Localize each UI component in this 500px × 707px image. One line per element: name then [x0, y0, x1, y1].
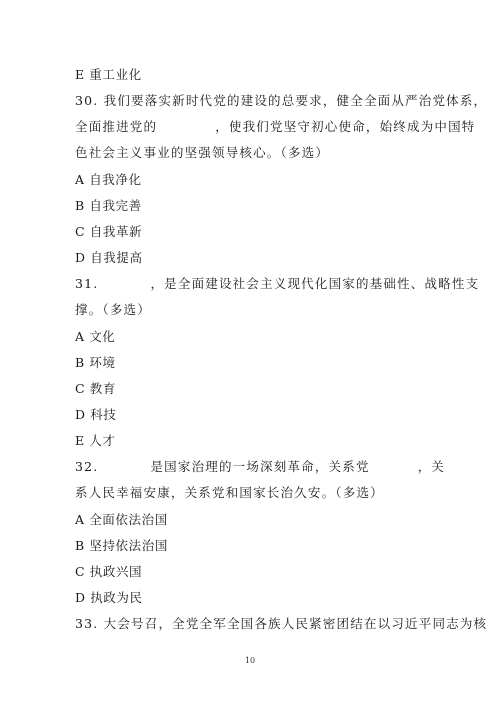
text-segment: ，关: [417, 459, 446, 474]
text-segment: ，是全面建设社会主义现代化国家的基础性、战略性支: [150, 276, 480, 291]
question-31-line-1: [75, 276, 479, 292]
question-30-line-1: 30. 我们要落实新时代党的建设的总要求，健全全面从严治党体系，: [75, 93, 488, 108]
option-e: E 人才: [75, 433, 116, 448]
option-b: B 自我完善: [75, 198, 142, 213]
option-b: B 环境: [75, 355, 116, 370]
text-segment: 是国家治理的一场深刻革命，关系党: [150, 459, 370, 474]
option-c: C 自我革新: [75, 224, 143, 239]
option-c: C 教育: [75, 381, 116, 396]
question-30-line-2: [75, 119, 476, 135]
question-number: 31.: [75, 276, 99, 291]
option-c: C 执政兴国: [75, 564, 143, 579]
page-number: 10: [244, 656, 256, 665]
option-e: E 重工业化: [75, 67, 142, 82]
option-a: A 全面依法治国: [75, 512, 168, 527]
option-a: A 自我净化: [75, 172, 142, 187]
question-32-line-1: [75, 459, 445, 475]
question-31-line-2: 撑。（多选）: [75, 302, 151, 317]
option-d: D 执政为民: [75, 590, 143, 605]
option-d: D 科技: [75, 407, 117, 422]
question-32-line-2: 系人民幸福安康，关系党和国家长治久安。（多选）: [75, 485, 384, 500]
question-30-line-3: 色社会主义事业的坚强领导核心。（多选）: [75, 145, 330, 160]
text-segment: ，使我们党坚守初心使命，始终成为中国特: [215, 119, 476, 134]
question-33-line-1: 33. 大会号召，全党全军全国各族人民紧密团结在以习近平同志为核: [75, 616, 488, 631]
question-number: 32.: [75, 459, 99, 474]
text-segment: 全面推进党的: [75, 119, 158, 134]
option-d: D 自我提高: [75, 250, 143, 265]
option-b: B 坚持依法治国: [75, 538, 168, 553]
option-a: A 文化: [75, 329, 116, 344]
